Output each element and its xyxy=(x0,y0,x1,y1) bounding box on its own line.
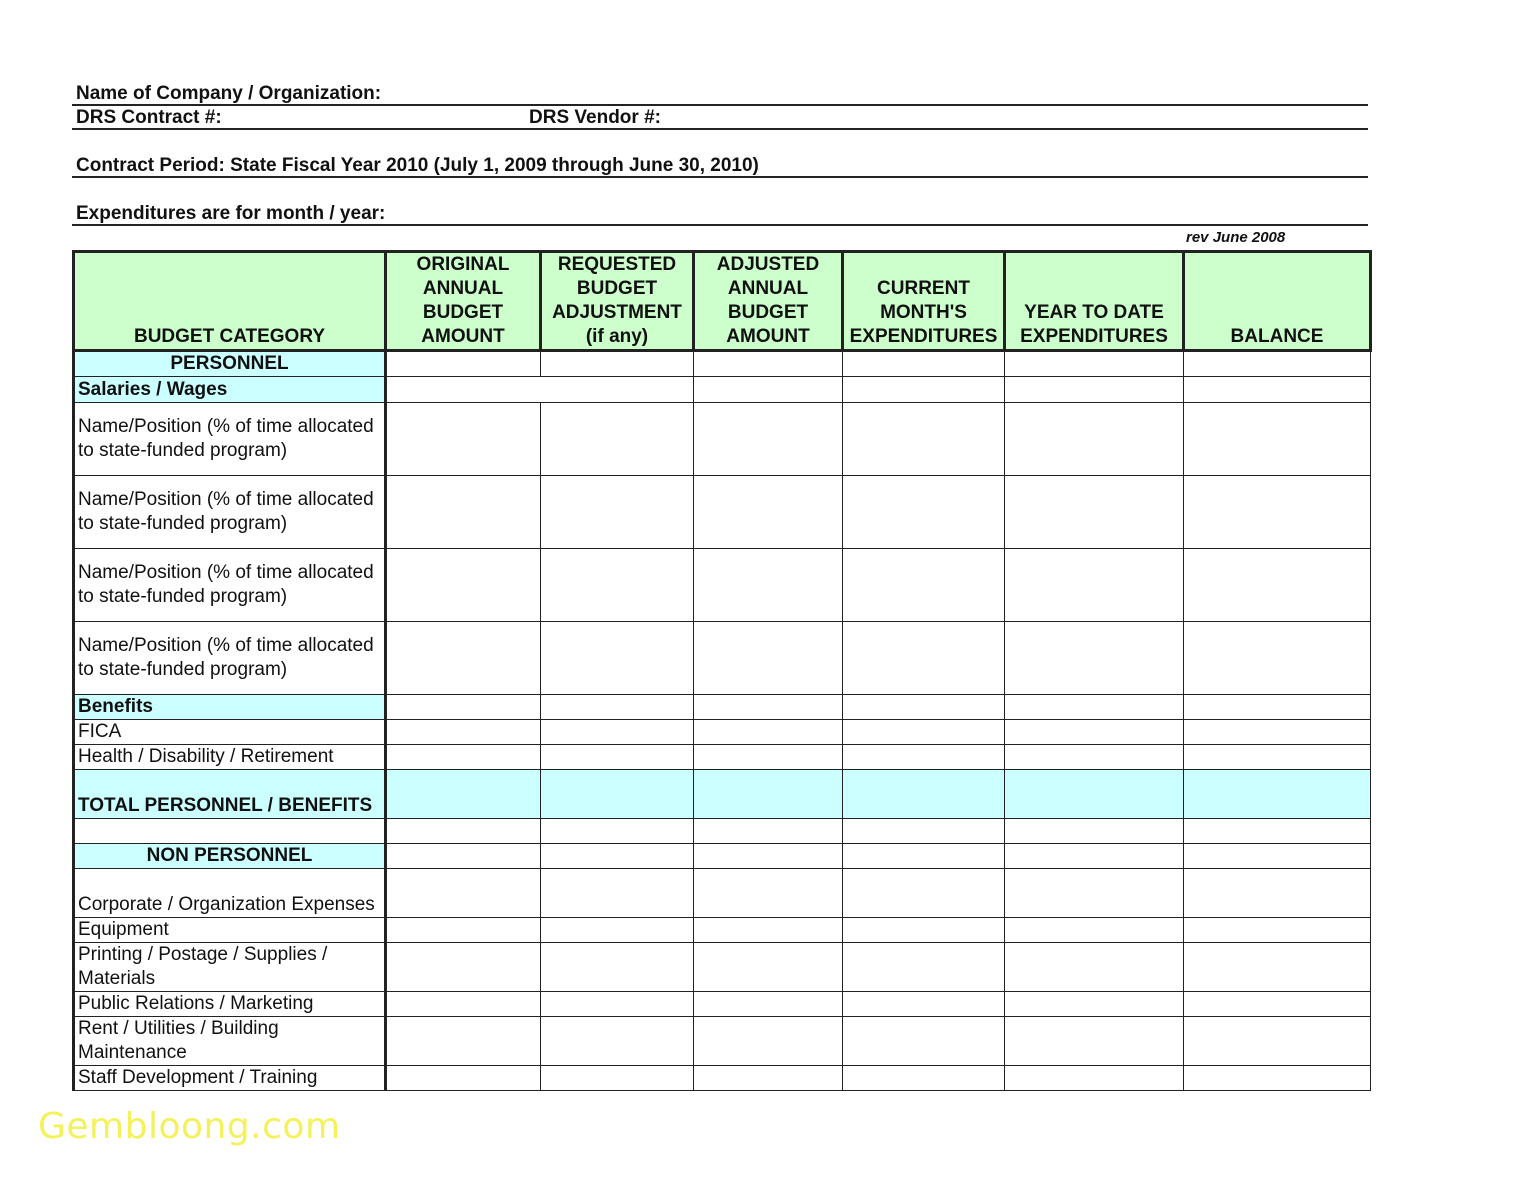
revision-note: rev June 2008 xyxy=(1186,229,1286,246)
printing-row: Printing / Postage / Supplies / Materials xyxy=(74,943,386,992)
expenditures-label: Expenditures are for month / year: xyxy=(76,203,386,224)
vendor-label: DRS Vendor #: xyxy=(529,107,661,128)
table-row xyxy=(74,992,1371,1017)
table-row xyxy=(74,918,1371,943)
col-balance: BALANCE xyxy=(1184,252,1371,351)
total-personnel-label: TOTAL PERSONNEL / BENEFITS xyxy=(74,770,386,819)
rent-row: Rent / Utilities / Building Maintenance xyxy=(74,1017,386,1066)
position-row-3: Name/Position (% of time allocated to state-funded program) xyxy=(74,549,386,622)
col-original-budget: ORIGINAL ANNUAL BUDGET AMOUNT xyxy=(386,252,541,351)
position-row-1: Name/Position (% of time allocated to state-funded program) xyxy=(74,403,386,476)
fica-row: FICA xyxy=(74,720,386,745)
benefits-section: Benefits xyxy=(74,695,386,720)
table-row xyxy=(74,377,1371,403)
table-row xyxy=(74,549,1371,622)
table-row xyxy=(74,943,1371,992)
header-row xyxy=(74,252,1371,351)
period-rule xyxy=(72,176,1368,178)
non-personnel-section: NON PERSONNEL xyxy=(74,844,386,869)
total-row xyxy=(74,770,1371,819)
personnel-section: PERSONNEL xyxy=(74,351,386,377)
blank-row xyxy=(74,819,386,844)
company-label: Name of Company / Organization: xyxy=(76,83,382,104)
salaries-section: Salaries / Wages xyxy=(74,377,386,403)
company-rule xyxy=(72,104,1368,106)
contract-rule xyxy=(72,128,1368,130)
position-row-4: Name/Position (% of time allocated to state-funded program) xyxy=(74,622,386,695)
expenditures-rule xyxy=(72,224,1368,226)
table-row xyxy=(74,745,1371,770)
col-year-to-date: YEAR TO DATE EXPENDITURES xyxy=(1005,252,1184,351)
table-row xyxy=(74,695,1371,720)
position-row-2: Name/Position (% of time allocated to state-funded program) xyxy=(74,476,386,549)
health-row: Health / Disability / Retirement xyxy=(74,745,386,770)
staff-development-row: Staff Development / Training xyxy=(74,1066,386,1091)
budget-table xyxy=(72,250,1372,1091)
col-current-month: CURRENT MONTH'S EXPENDITURES xyxy=(843,252,1005,351)
table-row xyxy=(74,844,1371,869)
table-row xyxy=(74,869,1371,918)
table-row xyxy=(74,403,1371,476)
equipment-row: Equipment xyxy=(74,918,386,943)
table-row xyxy=(74,622,1371,695)
corporate-row: Corporate / Organization Expenses xyxy=(74,869,386,918)
col-adjusted-budget: ADJUSTED ANNUAL BUDGET AMOUNT xyxy=(694,252,843,351)
table-row xyxy=(74,819,1371,844)
table-row xyxy=(74,1017,1371,1066)
table-row xyxy=(74,476,1371,549)
public-relations-row: Public Relations / Marketing xyxy=(74,992,386,1017)
contract-period: Contract Period: State Fiscal Year 2010 (July 1, 2009 through June 30, 2010) xyxy=(76,155,759,176)
table-row xyxy=(74,351,1371,377)
col-budget-category: BUDGET CATEGORY xyxy=(74,252,386,351)
watermark-text: Gembloong.com xyxy=(38,1106,341,1147)
table-row xyxy=(74,1066,1371,1091)
contract-label: DRS Contract #: xyxy=(76,107,222,128)
col-requested-adjustment: REQUESTED BUDGET ADJUSTMENT (if any) xyxy=(541,252,694,351)
table-row xyxy=(74,720,1371,745)
